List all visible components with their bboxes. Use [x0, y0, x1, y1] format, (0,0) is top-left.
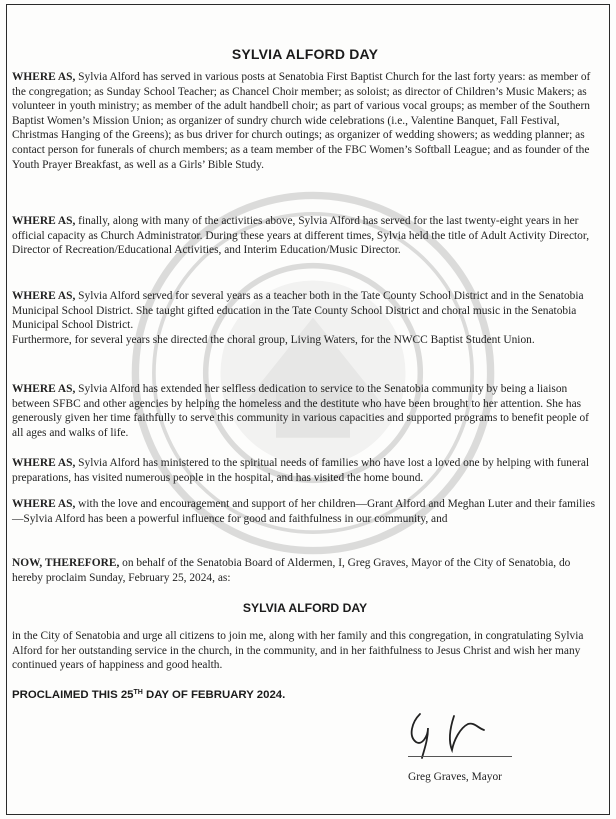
proclaimed-date: PROCLAIMED THIS 25TH DAY OF FEBRUARY 2024. [12, 689, 286, 701]
whereas-paragraph-1: WHERE AS, Sylvia Alford has served in various posts at Senatobia First Baptist Church for the last forty years: as member of the congregation; as Sunday School Teacher; as Chancel Choir member; as soloist; as director of Children’s Music Makers; as volunteer in youth ministry; as member of the adult handbell choir; as part of various vocal groups; as member of the Southern Baptist Women’s Mission Union; as organizer of sundry church wide celebrations (i.e., Valentine Banquet, Fall Festival, Christmas Hanging of the Greens); as bus driver for church outings; as organizer of wedding showers; as wedding planner; as contact person for funerals of church members; as a team member of the FBC Women’s Softball League; and as founder of the Youth Prayer Breakfast, as well as a Girls’ Bible Study. [12, 71, 591, 171]
whereas-paragraph-4: WHERE AS, Sylvia Alford has extended her selfless dedication to service to the Senatobia community by being a liaison between SFBC and other agencies by helping the homeless and the destitute who have been brought to her attention. She has generously given her time faithfully to serve this community in various capacities and supported programs to benefit people of all ages and walks of life. [12, 383, 589, 439]
closing-paragraph: in the City of Senatobia and urge all citizens to join me, along with her family and this congregation, in congratulating Sylvia Alford for her outstanding service in the church, in the community, and in her faithfulness to Jesus Christ and wish her many continued years of happiness and good health. [12, 630, 584, 672]
mayor-signature [398, 706, 528, 760]
signature-line [408, 756, 512, 757]
signer-name: Greg Graves, Mayor [408, 771, 502, 783]
therefore-paragraph: NOW, THEREFORE, on behalf of the Senatobia Board of Aldermen, I, Greg Graves, Mayor of the City of Senatobia, do hereby proclaim Sunday, February 25, 2024, as: [12, 557, 571, 584]
whereas-paragraph-6: WHERE AS, with the love and encouragement and support of her children—Grant Alford and Meghan Luter and their families—Sylvia Alford has been a powerful influence for good and faithfulness in our community, and [12, 498, 596, 525]
whereas-paragraph-5: WHERE AS, Sylvia Alford has ministered to the spiritual needs of families who have lost a loved one by helping with funeral preparations, has visited numerous people in the hospital, and has visited the home bound. [12, 457, 590, 484]
whereas-paragraph-3: WHERE AS, Sylvia Alford served for several years as a teacher both in the Tate County School District and in the Senatobia Municipal School District. She taught gifted education in the Tate County School District and choral music in the Senatobia Municipal School District. Furthermore, for several years she directed the choral group, Living Waters, for the NWCC Baptist Student Union. [12, 290, 584, 346]
proclamation-subtitle: SYLVIA ALFORD DAY [242, 601, 368, 615]
page-title: SYLVIA ALFORD DAY [231, 46, 379, 62]
whereas-paragraph-2: WHERE AS, finally, along with many of the activities above, Sylvia Alford has served for the last twenty-eight years in her official capacity as Church Administrator. During these years at different times, Sylvia held the title of Adult Activity Director, Director of Recreation/Educational Activities, and Interim Education/Music Director. [12, 215, 590, 257]
